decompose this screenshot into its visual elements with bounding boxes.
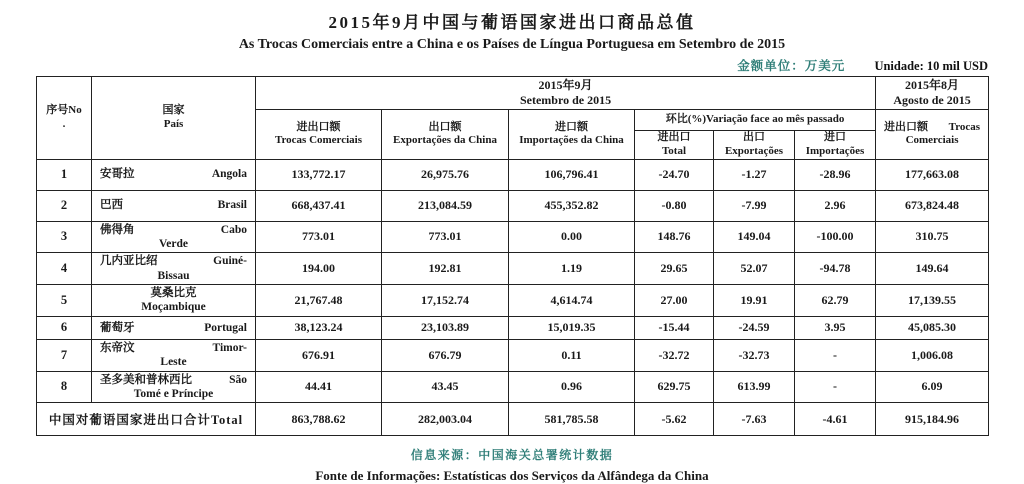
value-cell: 38,123.24 <box>256 316 382 339</box>
value-cell: 310.75 <box>876 221 989 253</box>
table-row <box>37 253 989 285</box>
country-name-cell <box>92 159 256 190</box>
header-no <box>37 77 92 160</box>
header-aug-trocas-pt-bottom: Comerciais <box>905 134 959 147</box>
value-cell: 149.04 <box>714 221 795 253</box>
value-cell: 27.00 <box>635 285 714 317</box>
value-cell: -94.78 <box>795 253 876 285</box>
value-cell: -0.80 <box>635 190 714 221</box>
unit-label-en: Unidade: 10 mil USD <box>874 59 988 73</box>
country-name-pt-wrap: Tomé e Príncipe <box>133 387 214 400</box>
total-value-cell: -5.62 <box>635 403 714 436</box>
header-var-total <box>635 131 714 160</box>
header-aug-trocas-line1 <box>876 121 988 135</box>
header-var-total-zh: 进出口 <box>657 131 691 143</box>
header-aug2015-pt: Agosto de 2015 <box>893 93 971 107</box>
header-var-import <box>795 131 876 160</box>
country-name-cell <box>92 316 256 339</box>
header-aug-trocas-pt-top: Trocas <box>948 120 981 133</box>
value-cell: - <box>795 339 876 371</box>
table-row <box>37 339 989 371</box>
country-name-zh: 葡萄牙 <box>100 321 135 334</box>
table-row <box>37 371 989 403</box>
header-exportacoes-pt: Exportações da China <box>393 134 497 147</box>
value-cell: 106,796.41 <box>509 159 635 190</box>
country-name-pt-wrap: Bissau <box>157 269 190 282</box>
table-row <box>37 316 989 339</box>
country-name-line <box>100 254 247 268</box>
country-name-pt: Angola <box>211 168 247 181</box>
header-no-line2: . <box>62 117 66 130</box>
value-cell: 52.07 <box>714 253 795 285</box>
unit-label-zh: 金额单位：万美元 <box>737 59 846 73</box>
trade-table <box>36 76 989 436</box>
total-value-cell: -4.61 <box>795 403 876 436</box>
header-importacoes-zh: 进口额 <box>555 120 588 133</box>
country-name-pt: Brasil <box>217 199 247 212</box>
value-cell: 2.96 <box>795 190 876 221</box>
header-var-export-zh: 出口 <box>743 131 765 143</box>
row-number-cell: 4 <box>37 253 92 285</box>
value-cell: 4,614.74 <box>509 285 635 317</box>
total-value-cell: 863,788.62 <box>256 403 382 436</box>
value-cell: -7.99 <box>714 190 795 221</box>
header-group-sep2015 <box>256 77 876 110</box>
country-name-cell <box>92 285 256 317</box>
value-cell: 1,006.08 <box>876 339 989 371</box>
country-name-cell <box>92 339 256 371</box>
value-cell: 45,085.30 <box>876 316 989 339</box>
header-sep2015-zh: 2015年9月 <box>538 78 593 92</box>
header-exportacoes <box>382 110 509 160</box>
country-name-line <box>100 198 247 212</box>
value-cell: 17,139.55 <box>876 285 989 317</box>
header-var-import-pt: Importações <box>805 144 865 157</box>
value-cell: 673,824.48 <box>876 190 989 221</box>
country-name-pt-wrap: Verde <box>159 237 188 250</box>
country-name-cell <box>92 253 256 285</box>
country-name-cell <box>92 371 256 403</box>
value-cell: 3.95 <box>795 316 876 339</box>
total-value-cell: -7.63 <box>714 403 795 436</box>
header-aug-trocas <box>876 110 989 160</box>
total-label-cell: 中国对葡语国家进出口合计Total <box>37 403 256 436</box>
source-note-zh: 信息来源：中国海关总署统计数据 <box>410 448 614 463</box>
country-name-pt: Guiné- <box>213 255 247 268</box>
row-number-cell: 8 <box>37 371 92 403</box>
country-name-pt: Portugal <box>204 321 247 334</box>
country-name-cell <box>92 221 256 253</box>
row-number-cell: 2 <box>37 190 92 221</box>
value-cell: 676.91 <box>256 339 382 371</box>
value-cell: -100.00 <box>795 221 876 253</box>
value-cell: 213,084.59 <box>382 190 509 221</box>
value-cell: 455,352.82 <box>509 190 635 221</box>
row-number-cell: 3 <box>37 221 92 253</box>
value-cell: -24.59 <box>714 316 795 339</box>
value-cell: 0.00 <box>509 221 635 253</box>
value-cell: 668,437.41 <box>256 190 382 221</box>
header-sep2015-pt: Setembro de 2015 <box>519 93 612 107</box>
value-cell: -32.72 <box>635 339 714 371</box>
value-cell: 43.45 <box>382 371 509 403</box>
value-cell: -24.70 <box>635 159 714 190</box>
country-name-zh: 圣多美和普林西比 <box>100 373 192 386</box>
value-cell: -32.73 <box>714 339 795 371</box>
row-number-cell: 6 <box>37 316 92 339</box>
country-name-pt: São <box>229 373 247 386</box>
value-cell: -28.96 <box>795 159 876 190</box>
page <box>36 0 988 484</box>
country-name-zh: 佛得角 <box>100 223 135 236</box>
value-cell: 15,019.35 <box>509 316 635 339</box>
table-row <box>37 190 989 221</box>
value-cell: 773.01 <box>256 221 382 253</box>
value-cell: 177,663.08 <box>876 159 989 190</box>
value-cell: 0.96 <box>509 371 635 403</box>
country-name-pt-wrap: Leste <box>160 356 187 369</box>
value-cell: 29.65 <box>635 253 714 285</box>
header-trocas-pt: Trocas Comerciais <box>274 134 363 147</box>
row-number-cell: 7 <box>37 339 92 371</box>
page-title-pt: As Trocas Comerciais entre a China e os Países de Língua Portuguesa em Setembro de 2015 <box>238 37 786 52</box>
value-cell: - <box>795 371 876 403</box>
total-value-cell: 915,184.96 <box>876 403 989 436</box>
value-cell: 149.64 <box>876 253 989 285</box>
header-country <box>92 77 256 160</box>
row-number-cell: 1 <box>37 159 92 190</box>
value-cell: 62.79 <box>795 285 876 317</box>
country-name-pt: Cabo <box>220 223 247 236</box>
value-cell: 17,152.74 <box>382 285 509 317</box>
value-cell: 1.19 <box>509 253 635 285</box>
header-exportacoes-zh: 出口额 <box>428 120 462 133</box>
country-name-pt: Timor- <box>212 341 247 354</box>
header-trocas <box>256 110 382 160</box>
table-row <box>37 285 989 317</box>
country-name-pt: Moçambique <box>141 301 206 314</box>
header-country-pt: País <box>163 117 184 130</box>
value-cell: 133,772.17 <box>256 159 382 190</box>
country-name-zh: 安哥拉 <box>100 168 135 181</box>
value-cell: 629.75 <box>635 371 714 403</box>
header-country-zh: 国家 <box>162 104 185 116</box>
row-number-cell: 5 <box>37 285 92 317</box>
table-row <box>37 221 989 253</box>
country-name-zh: 巴西 <box>100 199 123 212</box>
value-cell: 773.01 <box>382 221 509 253</box>
table-total-row <box>37 403 989 436</box>
total-value-cell: 581,785.58 <box>509 403 635 436</box>
value-cell: 194.00 <box>256 253 382 285</box>
value-cell: 44.41 <box>256 371 382 403</box>
country-name-line <box>100 223 247 237</box>
header-group-variacao: 环比(%)Variação face ao mês passado <box>635 110 876 131</box>
value-cell: 21,767.48 <box>256 285 382 317</box>
country-name-line <box>100 341 247 355</box>
header-no-line1: 序号No <box>46 104 82 116</box>
country-name-line <box>100 373 247 387</box>
value-cell: 23,103.89 <box>382 316 509 339</box>
header-trocas-zh: 进出口额 <box>296 120 341 133</box>
total-value-cell: 282,003.04 <box>382 403 509 436</box>
country-name-zh: 东帝汶 <box>100 341 135 354</box>
value-cell: 192.81 <box>382 253 509 285</box>
value-cell: 6.09 <box>876 371 989 403</box>
country-name-cell <box>92 190 256 221</box>
table-body <box>37 159 989 436</box>
table-row <box>37 159 989 190</box>
value-cell: 148.76 <box>635 221 714 253</box>
country-name-line <box>100 167 247 181</box>
header-var-export-pt: Exportações <box>724 144 784 157</box>
header-var-total-pt: Total <box>661 144 687 157</box>
country-name-zh: 几内亚比绍 <box>100 255 158 268</box>
unit-line <box>36 56 988 74</box>
source-note-pt: Fonte de Informações: Estatísticas dos Serviços da Alfândega da China <box>315 468 709 484</box>
country-name-zh: 莫桑比克 <box>150 287 197 299</box>
value-cell: -15.44 <box>635 316 714 339</box>
header-importacoes <box>509 110 635 160</box>
header-aug-trocas-zh: 进出口额 <box>884 120 929 133</box>
header-var-import-zh: 进口 <box>824 131 847 143</box>
table-header <box>37 77 989 160</box>
header-aug2015-zh: 2015年8月 <box>905 78 960 92</box>
value-cell: -1.27 <box>714 159 795 190</box>
value-cell: 19.91 <box>714 285 795 317</box>
header-var-export <box>714 131 795 160</box>
value-cell: 613.99 <box>714 371 795 403</box>
header-importacoes-pt: Importações da China <box>519 134 624 147</box>
value-cell: 0.11 <box>509 339 635 371</box>
page-title-zh: 2015年9月中国与葡语国家进出口商品总值 <box>328 13 696 32</box>
header-group-aug2015 <box>876 77 989 110</box>
value-cell: 26,975.76 <box>382 159 509 190</box>
value-cell: 676.79 <box>382 339 509 371</box>
country-name-line <box>100 321 247 335</box>
